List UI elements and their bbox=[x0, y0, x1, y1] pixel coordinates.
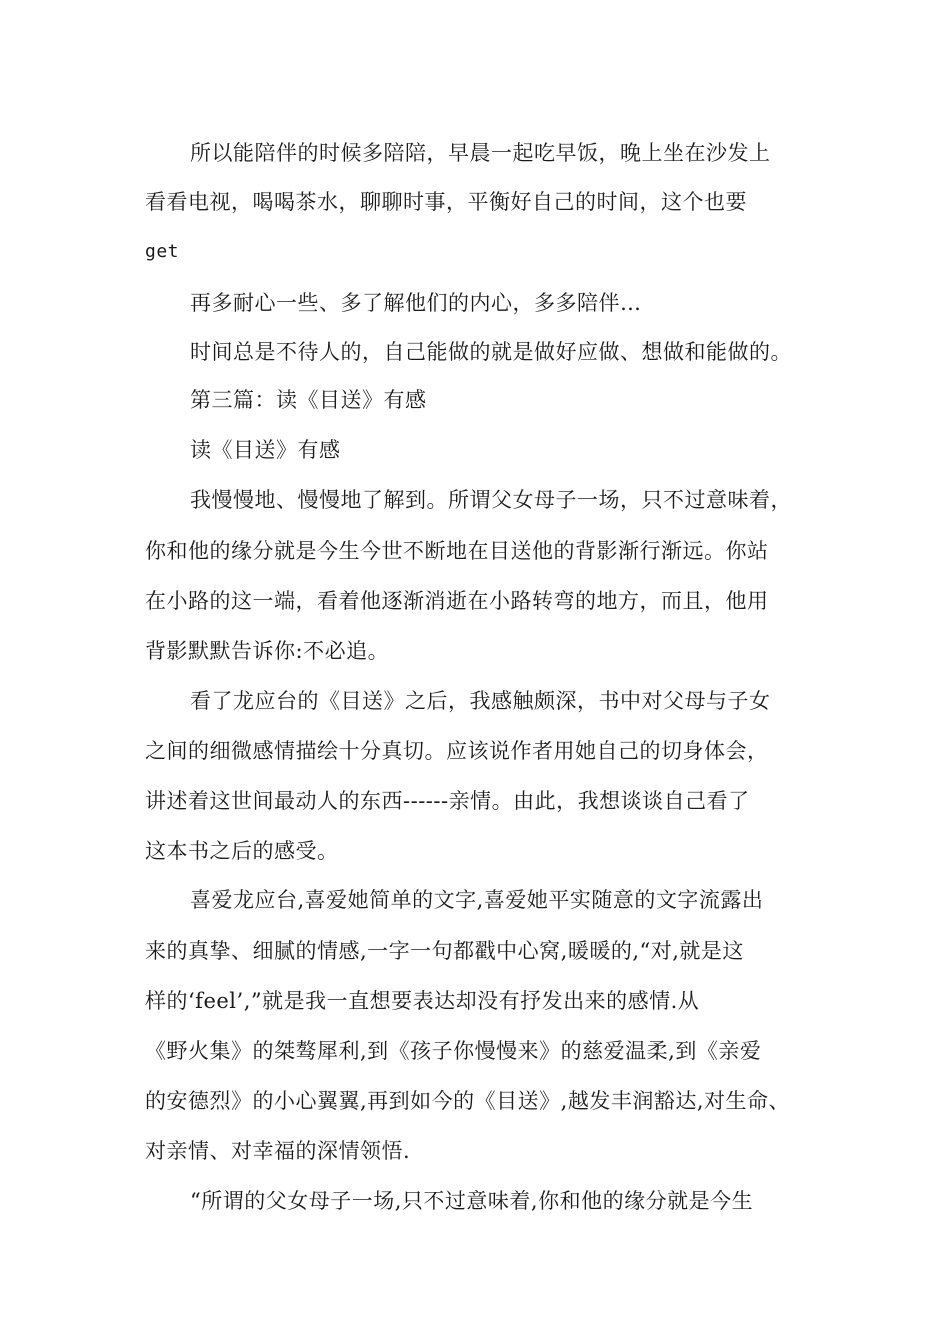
text-line: 看了龙应台的《目送》之后，我感触颇深，书中对父母与子女 bbox=[190, 689, 771, 713]
text-line: 的安德烈》的小心翼翼,再到如今的《目送》,越发丰润豁达,对生命、 bbox=[145, 1089, 791, 1113]
text-line: 我慢慢地、慢慢地了解到。所谓父女母子一场，只不过意味着， bbox=[190, 488, 792, 512]
text-line: 之间的细微感情描绘十分真切。应该说作者用她自己的切身体会， bbox=[145, 739, 769, 763]
text-line: 再多耐心一些、多了解他们的内心，多多陪伴… bbox=[190, 291, 642, 315]
text-line: 看看电视，喝喝茶水，聊聊时事，平衡好自己的时间，这个也要 bbox=[145, 190, 747, 214]
section-heading: 第三篇：读《目送》有感 bbox=[190, 388, 427, 412]
text-line: 在小路的这一端，看着他逐渐消逝在小路转弯的地方，而且，他用 bbox=[145, 589, 769, 613]
article-title: 读《目送》有感 bbox=[190, 438, 341, 462]
text-line: 时间总是不待人的，自己能做的就是做好应做、想做和能做的。 bbox=[190, 340, 792, 364]
text-line: 讲述着这世间最动人的东西------亲情。由此，我想谈谈自己看了 bbox=[145, 789, 750, 813]
text-line: 这本书之后的感受。 bbox=[145, 839, 339, 863]
text-line: 样的‘feel’,”就是我一直想要表达却没有抒发出来的感情.从 bbox=[145, 989, 700, 1013]
text-line: 来的真挚、细腻的情感,一字一句都戳中心窝,暖暖的,“对,就是这 bbox=[145, 939, 744, 963]
text-line: 背影默默告诉你:不必追。 bbox=[145, 639, 390, 663]
text-line: “所谓的父女母子一场,只不过意味着,你和他的缘分就是今生 bbox=[190, 1189, 754, 1213]
text-line: 所以能陪伴的时候多陪陪，早晨一起吃早饭，晚上坐在沙发上 bbox=[190, 141, 771, 165]
text-line: 对亲情、对幸福的深情领悟. bbox=[145, 1139, 411, 1163]
text-line: 《野火集》的桀骜犀利,到《孩子你慢慢来》的慈爱温柔,到《亲爱 bbox=[145, 1039, 762, 1063]
text-line: 你和他的缘分就是今生今世不断地在目送他的背影渐行渐远。你站 bbox=[145, 539, 769, 563]
text-line: get bbox=[145, 241, 180, 262]
text-line: 喜爱龙应台,喜爱她简单的文字,喜爱她平实随意的文字流露出 bbox=[190, 888, 764, 912]
